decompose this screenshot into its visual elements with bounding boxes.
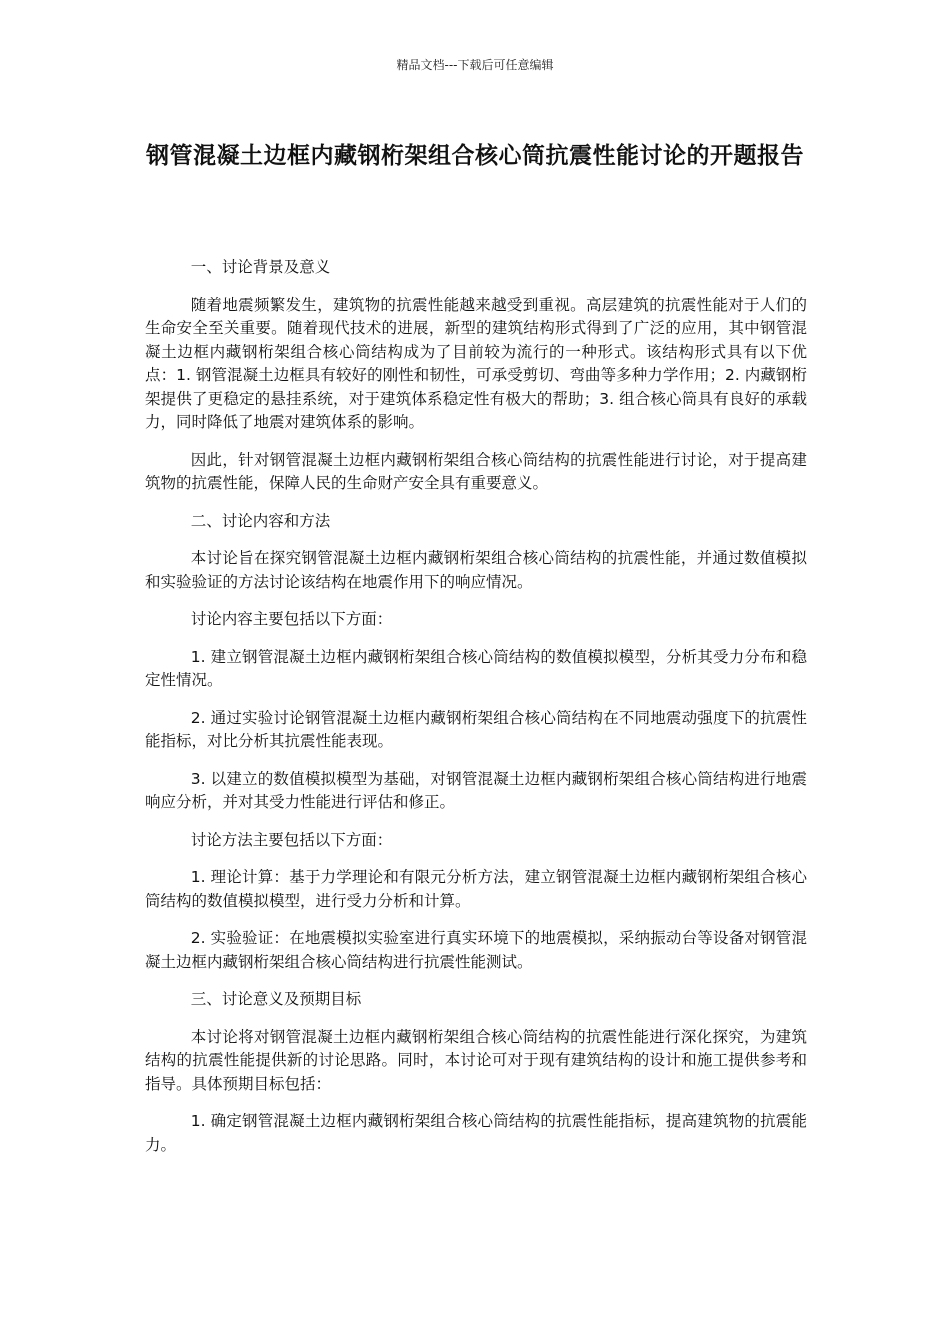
paragraph: 因此，针对钢管混凝土边框内藏钢桁架组合核心筒结构的抗震性能进行讨论，对于提高建筑物的抗震性能，保障人民的生命财产安全具有重要意义。 — [145, 450, 807, 492]
section-heading: 一、讨论背景及意义 — [190, 258, 331, 276]
paragraph: 讨论内容主要包括以下方面： — [190, 610, 393, 628]
paragraph: 讨论方法主要包括以下方面： — [190, 830, 393, 849]
list-item: 1. 建立钢管混凝土边框内藏钢桁架组合核心筒结构的数值模拟模型，分析其受力分布和稳定性情况。 — [145, 647, 807, 689]
header-note: 精品文档---下载后可任意编辑 — [396, 58, 554, 72]
document-title: 钢管混凝土边框内藏钢桁架组合核心筒抗震性能讨论的开题报告 — [146, 143, 804, 169]
list-item: 1. 理论计算：基于力学理论和有限元分析方法，建立钢管混凝土边框内藏钢桁架组合核心筒结构的数值模拟模型，进行受力分析和计算。 — [145, 868, 807, 910]
paragraph: 本讨论将对钢管混凝土边框内藏钢桁架组合核心筒结构的抗震性能进行深化探究，为建筑结构的抗震性能提供新的讨论思路。同时，本讨论可对于现有建筑结构的设计和施工提供参考和指导。具体预期目标包括： — [145, 1027, 807, 1093]
list-item: 2. 通过实验讨论钢管混凝土边框内藏钢桁架组合核心筒结构在不同地震动强度下的抗震性能指标，对比分析其抗震性能表现。 — [145, 708, 807, 750]
document-body — [145, 256, 807, 1171]
list-item: 3. 以建立的数值模拟模型为基础，对钢管混凝土边框内藏钢桁架组合核心筒结构进行地震响应分析，并对其受力性能进行评估和修正。 — [145, 769, 807, 811]
list-item: 2. 实验验证：在地震模拟实验室进行真实环境下的地震模拟，采纳振动台等设备对钢管混凝土边框内藏钢桁架组合核心筒结构进行抗震性能测试。 — [145, 929, 807, 971]
list-item: 1. 确定钢管混凝土边框内藏钢桁架组合核心筒结构的抗震性能指标，提高建筑物的抗震能力。 — [145, 1112, 807, 1154]
section-heading: 二、讨论内容和方法 — [190, 511, 331, 530]
section-heading: 三、讨论意义及预期目标 — [190, 990, 362, 1008]
paragraph: 随着地震频繁发生，建筑物的抗震性能越来越受到重视。高层建筑的抗震性能对于人们的生命安全至关重要。随着现代技术的进展，新型的建筑结构形式得到了广泛的应用，其中钢管混凝土边框内藏钢桁架组合核心筒结构成为了目前较为流行的一种形式。该结构形式具有以下优点：1. 钢管混凝土边框具有较好的刚性和韧性，可承受剪切、弯曲等多种力学作用；2. 内藏钢桁架提供了更稳定的悬挂系统，对于建筑体系稳定性有极大的帮助；3. 组合核心筒具有良好的承载力，同时降低了地震对建筑体系的影响。 — [145, 295, 807, 431]
paragraph: 本讨论旨在探究钢管混凝土边框内藏钢桁架组合核心筒结构的抗震性能，并通过数值模拟和实验验证的方法讨论该结构在地震作用下的响应情况。 — [145, 549, 807, 591]
